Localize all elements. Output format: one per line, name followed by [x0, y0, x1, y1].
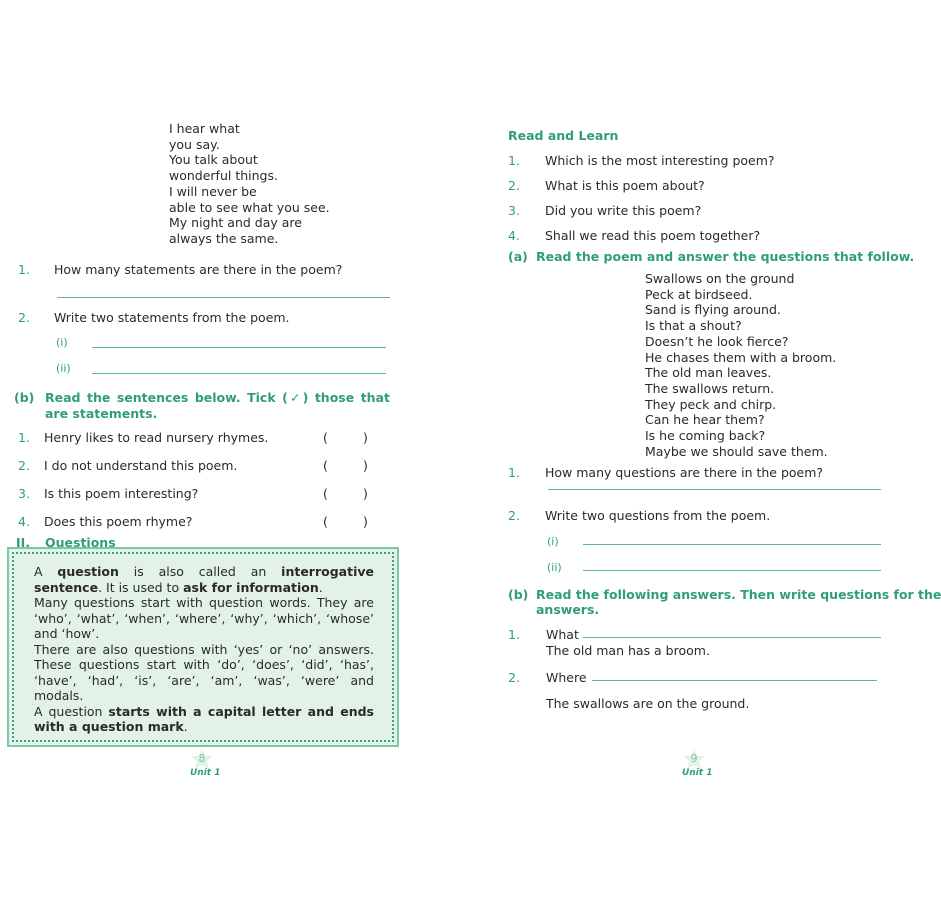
tick-box-close[interactable]: ): [363, 458, 368, 473]
poem-line: Can he hear them?: [645, 412, 765, 428]
section-heading: Read the poem and answer the questions that follow.: [536, 249, 915, 264]
answer-line[interactable]: [57, 297, 390, 298]
info-paragraph: A question is also called an interrogative sentence. It is used to ask for information.: [34, 564, 374, 595]
question-number: 2.: [508, 670, 520, 685]
poem-line: you say.: [169, 136, 220, 152]
item-text: Is this poem interesting?: [44, 486, 199, 501]
item-number: 2.: [508, 178, 520, 193]
info-paragraph: A question starts with a capital letter and ends with a question mark.: [34, 703, 374, 734]
tick-box-close[interactable]: ): [363, 430, 368, 445]
question-number: 1.: [508, 465, 520, 480]
poem-line: able to see what you see.: [169, 199, 330, 215]
section-label: (b): [508, 587, 529, 602]
info-paragraph: Many questions start with question words. They are ‘who’, ‘what’, ‘when’, ‘where’, ‘why’, ‘which’, ‘whose’ and ‘how’.: [34, 595, 374, 641]
poem-line: always the same.: [169, 230, 279, 246]
section-label: (a): [508, 249, 528, 264]
answer-line[interactable]: [92, 347, 386, 348]
item-number: 3.: [508, 203, 520, 218]
question-word: Where: [546, 670, 587, 685]
sub-label: (ii): [56, 362, 71, 375]
item-text: Did you write this poem?: [545, 203, 702, 218]
poem-line: Is that a shout?: [645, 318, 742, 334]
given-answer: The swallows are on the ground.: [546, 696, 750, 711]
item-number: 2.: [18, 458, 30, 473]
tick-box-close[interactable]: ): [363, 514, 368, 529]
question-text: Write two questions from the poem.: [545, 508, 771, 523]
tick-box-close[interactable]: ): [363, 486, 368, 501]
right-poem: [645, 271, 836, 459]
sub-label: (ii): [547, 561, 562, 574]
poem-line: The old man leaves.: [645, 365, 772, 381]
question-number: 1.: [508, 627, 520, 642]
poem-line: Is he coming back?: [645, 428, 766, 444]
left-poem: [169, 121, 330, 247]
answer-line[interactable]: [583, 570, 881, 571]
poem-line: wonderful things.: [169, 168, 278, 184]
item-text: Which is the most interesting poem?: [545, 153, 775, 168]
section-label: (b): [14, 390, 35, 405]
item-text: What is this poem about?: [545, 178, 705, 193]
question-number: 2.: [18, 310, 30, 325]
answer-line[interactable]: [548, 489, 881, 490]
given-answer: The old man has a broom.: [546, 643, 710, 658]
section-heading: Read the sentences below. Tick (✓) those that are statements.: [45, 390, 390, 421]
section-heading: Read the following answers. Then write questions for the: [536, 587, 941, 602]
poem-line: Sand is flying around.: [645, 302, 781, 318]
question-word: What: [546, 627, 579, 642]
question-number: 2.: [508, 508, 520, 523]
item-number: 4.: [508, 228, 520, 243]
unit-label: Unit 1: [682, 768, 713, 778]
item-text: I do not understand this poem.: [44, 458, 238, 473]
info-box: [12, 552, 394, 742]
question-text: How many statements are there in the poem?: [54, 262, 343, 277]
section-heading: Read and Learn: [508, 128, 619, 143]
sub-label: (i): [56, 336, 68, 349]
item-number: 3.: [18, 486, 30, 501]
poem-line: Maybe we should save them.: [645, 443, 828, 459]
info-box-text: [34, 564, 374, 735]
poem-line: Doesn’t he look fierce?: [645, 333, 789, 349]
item-number: 1.: [508, 153, 520, 168]
sub-label: (i): [547, 535, 559, 548]
tick-box-open[interactable]: (: [323, 430, 328, 445]
poem-line: I hear what: [169, 121, 240, 136]
poem-line: They peck and chirp.: [645, 396, 777, 412]
answer-line[interactable]: [92, 373, 386, 374]
answer-line[interactable]: [583, 637, 881, 638]
poem-line: He chases them with a broom.: [645, 349, 837, 365]
section-label: II.: [16, 535, 31, 550]
answer-line[interactable]: [592, 680, 877, 681]
item-text: Does this poem rhyme?: [44, 514, 193, 529]
question-number: 1.: [18, 262, 30, 277]
poem-line: Swallows on the ground: [645, 271, 795, 286]
item-number: 1.: [18, 430, 30, 445]
tick-box-open[interactable]: (: [323, 514, 328, 529]
item-text: Henry likes to read nursery rhymes.: [44, 430, 269, 445]
item-text: Shall we read this poem together?: [545, 228, 761, 243]
tick-box-open[interactable]: (: [323, 458, 328, 473]
page-number: 9: [690, 752, 698, 765]
section-heading: answers.: [536, 602, 600, 617]
poem-line: You talk about: [169, 152, 258, 168]
section-heading: Questions: [45, 535, 116, 550]
page-number: 8: [198, 752, 206, 765]
poem-line: I will never be: [169, 183, 257, 199]
question-text: How many questions are there in the poem?: [545, 465, 824, 480]
info-paragraph: There are also questions with ‘yes’ or ‘no’ answers. These questions start with ‘do’, ‘does’, ‘did’, ‘has’, ‘have’, ‘had’, ‘is’, ‘are’, ‘am’, ‘was’, ‘were’ and modals.: [34, 641, 374, 703]
poem-line: Peck at birdseed.: [645, 286, 753, 302]
tick-box-open[interactable]: (: [323, 486, 328, 501]
item-number: 4.: [18, 514, 30, 529]
poem-line: The swallows return.: [645, 380, 775, 396]
poem-line: My night and day are: [169, 215, 302, 231]
question-text: Write two statements from the poem.: [54, 310, 290, 325]
answer-line[interactable]: [583, 544, 881, 545]
unit-label: Unit 1: [190, 768, 221, 778]
